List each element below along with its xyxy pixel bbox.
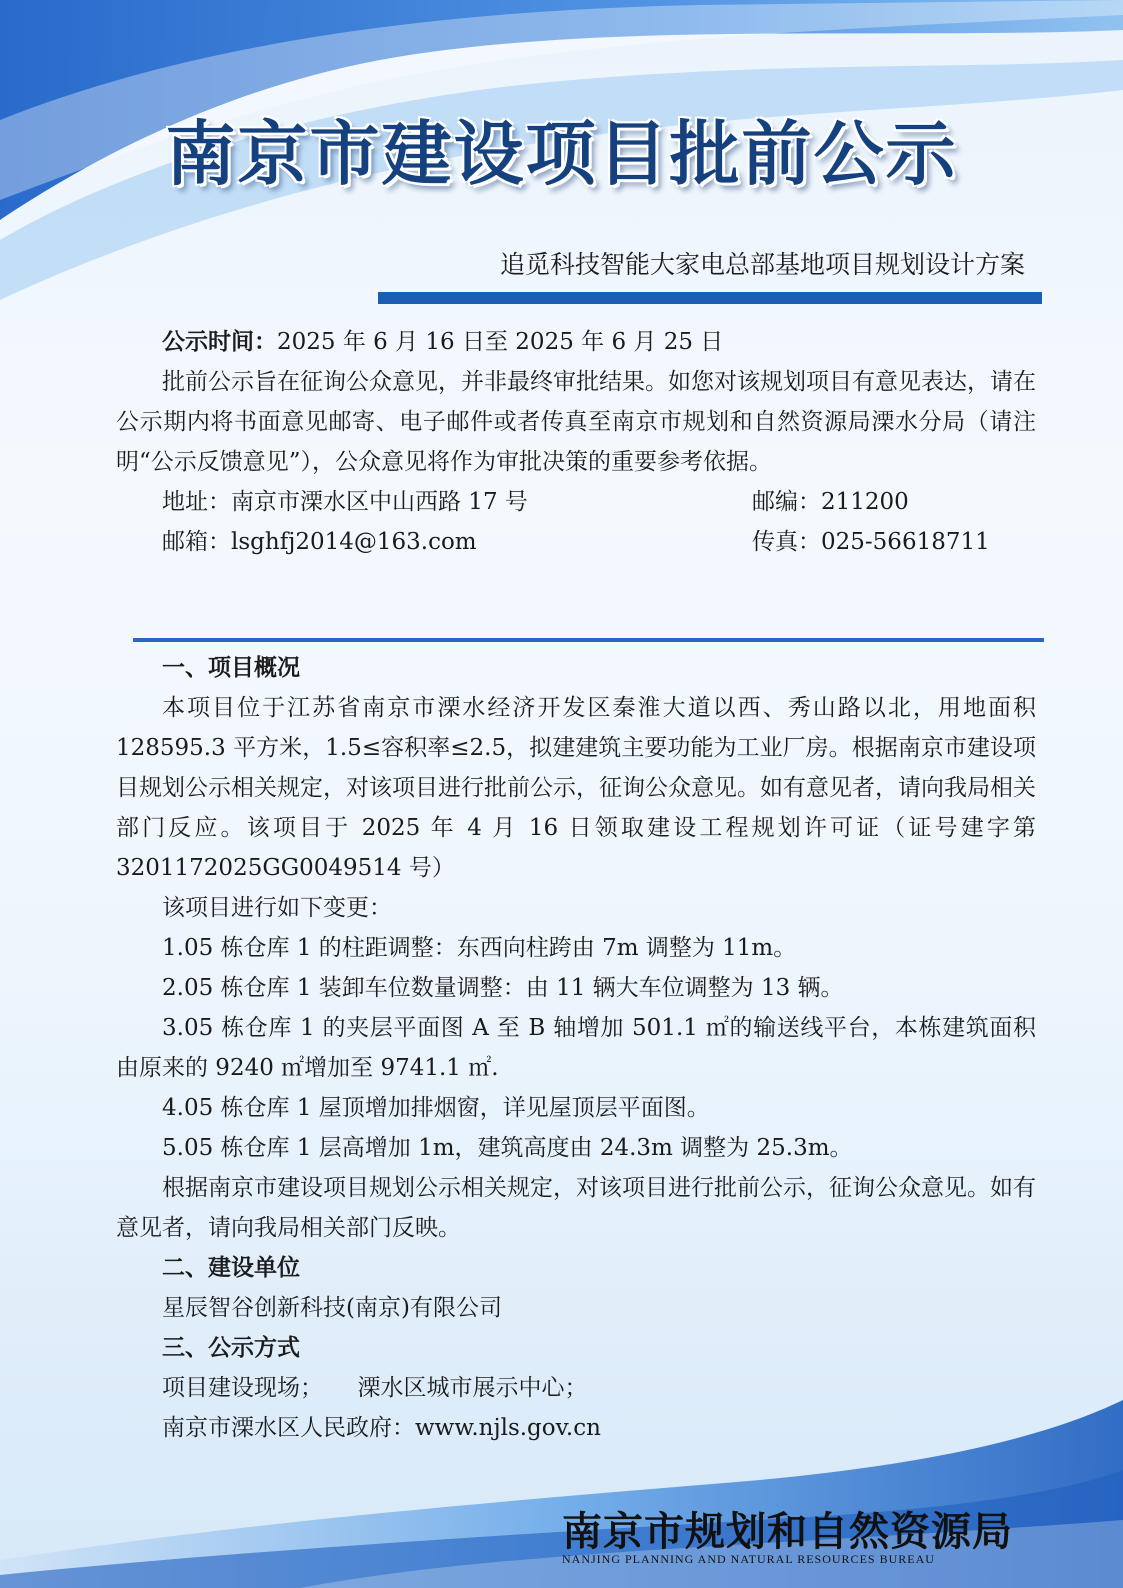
change-item: 2.05 栋仓库 1 装卸车位数量调整：由 11 辆大车位调整为 13 辆。	[162, 975, 844, 1001]
change-item: 4.05 栋仓库 1 屋顶增加排烟窗，详见屋顶层平面图。	[162, 1095, 710, 1121]
company-name: 星辰智谷创新科技(南京)有限公司	[162, 1295, 502, 1321]
change-item: 5.05 栋仓库 1 层高增加 1m，建筑高度由 24.3m 调整为 25.3m。	[162, 1135, 853, 1161]
publicity-website: 南京市溧水区人民政府：www.njls.gov.cn	[162, 1415, 601, 1441]
page-title: 南京市建设项目批前公示	[165, 112, 958, 195]
postcode-text: 邮编：211200	[752, 489, 909, 515]
section3-heading: 三、公示方式	[162, 1335, 300, 1361]
notice-time-value: 2025 年 6 月 16 日至 2025 年 6 月 25 日	[277, 329, 724, 355]
publicity-venues: 项目建设现场； 溧水区城市展示中心；	[162, 1375, 588, 1401]
changes-intro: 该项目进行如下变更：	[162, 895, 392, 921]
project-subtitle: 追觅科技智能大家电总部基地项目规划设计方案	[499, 250, 1025, 279]
bureau-name-en: NANJING PLANNING AND NATURAL RESOURCES BUREAU	[562, 1552, 935, 1566]
section1-para1: 本项目位于江苏省南京市溧水经济开发区秦淮大道以西、秀山路以北，用地面积 128595.3 平方米，1.5≤容积率≤2.5，拟建建筑主要功能为工业厂房。根据南京市建设项目规划公示相关规定，对该项目进行批前公示，征询公众意见。如有意见者，请向我局相关部门反应。该项目于 2025 年 4 月 16 日领取建设工程规划许可证（证号建字第 3201172025GG0049514 号）	[116, 695, 1036, 881]
section2-heading: 二、建设单位	[162, 1255, 300, 1281]
contact-row-1	[116, 482, 1036, 522]
notice-block	[116, 322, 1036, 562]
change-item: 3.05 栋仓库 1 的夹层平面图 A 至 B 轴增加 501.1 ㎡的输送线平台，本栋建筑面积由原来的 9240 ㎡增加至 9741.1 ㎡.	[116, 1015, 1036, 1081]
address-text: 地址：南京市溧水区中山西路 17 号	[162, 489, 528, 515]
title-divider	[378, 292, 1042, 304]
email-text: 邮箱：lsghfj2014@163.com	[162, 529, 477, 555]
notice-intro: 批前公示旨在征询公众意见，并非最终审批结果。如您对该规划项目有意见表达，请在公示期内将书面意见邮寄、电子邮件或者传真至南京市规划和自然资源局溧水分局（请注明“公示反馈意见”），公众意见将作为审批决策的重要参考依据。	[116, 369, 1036, 475]
section1-para2: 根据南京市建设项目规划公示相关规定，对该项目进行批前公示，征询公众意见。如有意见者，请向我局相关部门反映。	[116, 1175, 1036, 1241]
section-divider	[133, 638, 1044, 642]
fax-text: 传真：025-56618711	[752, 529, 990, 555]
section1-heading: 一、项目概况	[162, 655, 300, 681]
body-block	[116, 648, 1036, 1448]
change-item: 1.05 栋仓库 1 的柱距调整：东西向柱跨由 7m 调整为 11m。	[162, 935, 797, 961]
contact-row-2	[116, 522, 1036, 562]
bureau-name-cn: 南京市规划和自然资源局	[562, 1508, 1013, 1555]
notice-time	[116, 322, 1036, 362]
notice-time-label: 公示时间：	[162, 329, 277, 355]
